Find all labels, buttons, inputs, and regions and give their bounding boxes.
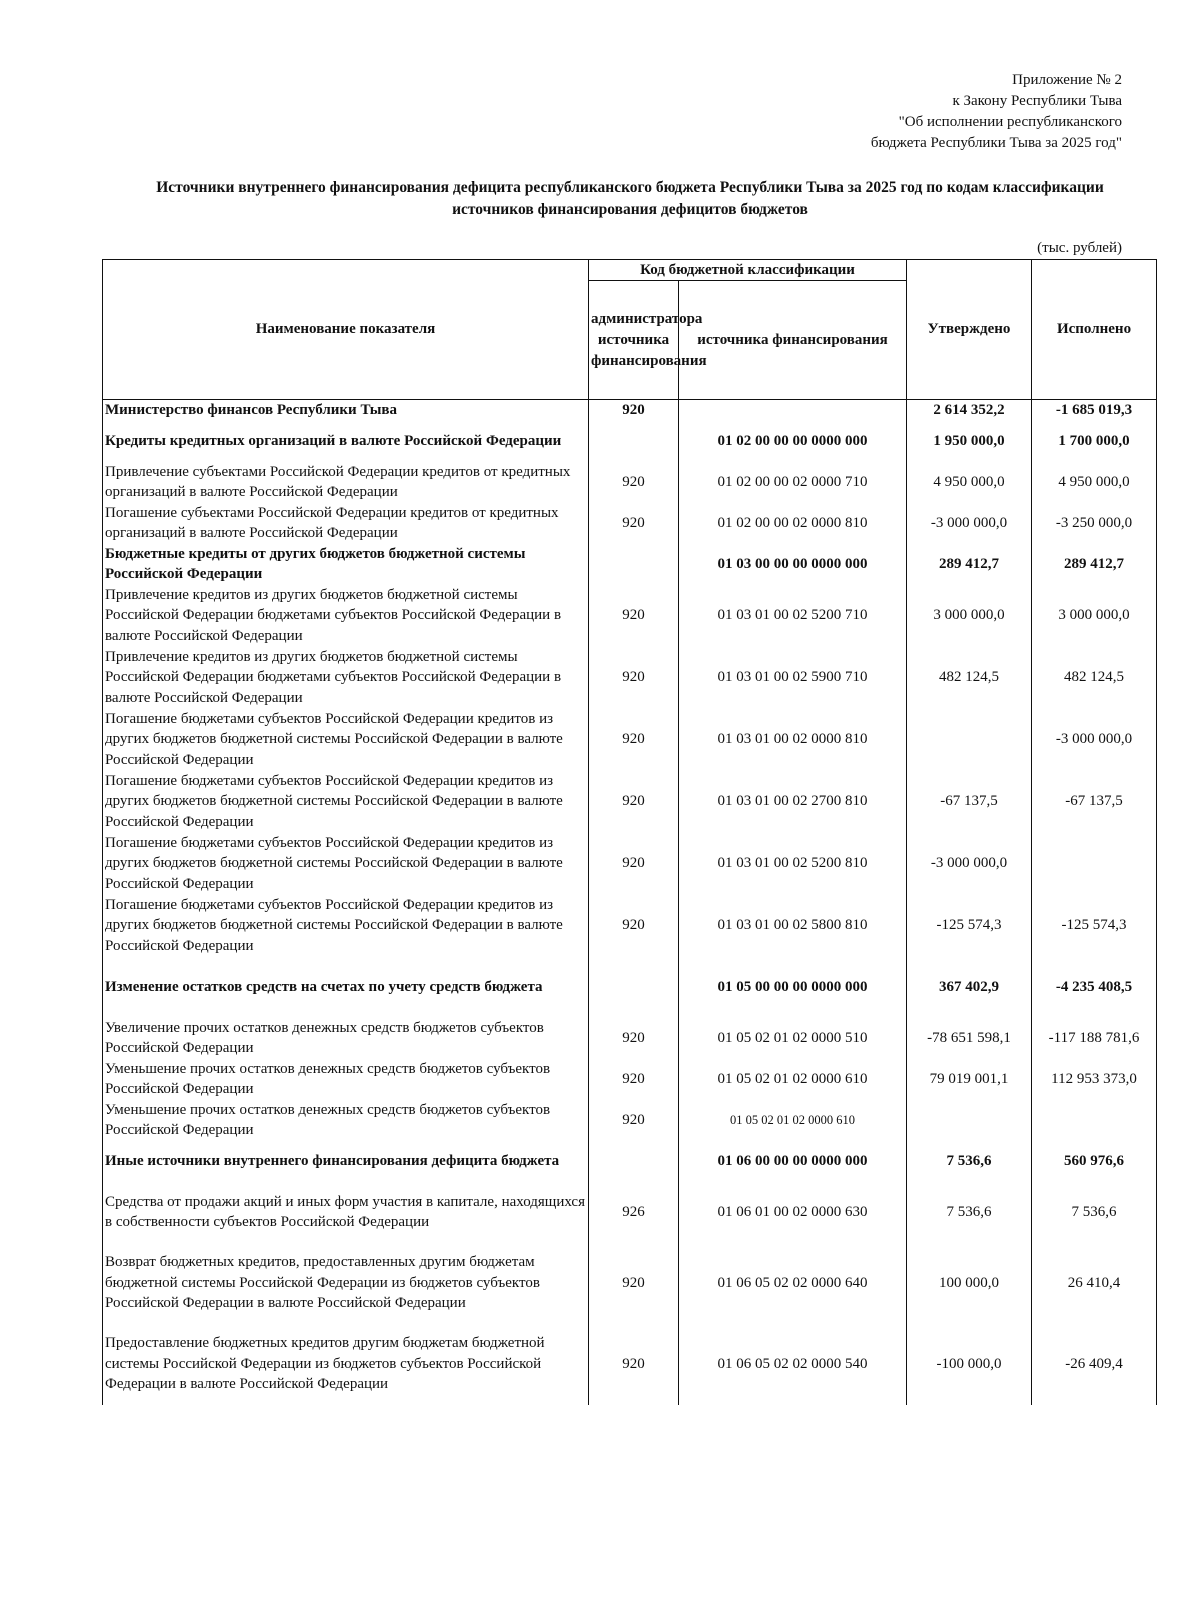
row-executed-cell [1032, 833, 1157, 895]
row-code-cell: 01 05 02 01 02 0000 510 [679, 1018, 907, 1059]
financing-table [102, 259, 1157, 1405]
row-name-cell: Средства от продажи акций и иных форм участия в капитале, находящихся в собственности субъектов Российской Федерации [103, 1182, 589, 1243]
row-code-cell: 01 06 01 00 02 0000 630 [679, 1182, 907, 1243]
row-name-cell: Министерство финансов Республики Тыва [103, 400, 589, 421]
header-source: источника финансирования [679, 281, 907, 400]
row-admin-cell: 920 [589, 1059, 679, 1100]
row-admin-cell: 920 [589, 1243, 679, 1324]
row-approved-cell: 4 950 000,0 [907, 462, 1032, 503]
row-admin-cell: 920 [589, 647, 679, 709]
table-row [103, 895, 1157, 957]
row-code-cell: 01 03 01 00 02 0000 810 [679, 709, 907, 771]
row-approved-cell: 289 412,7 [907, 544, 1032, 585]
row-executed-cell [1032, 1100, 1157, 1141]
row-approved-cell: 7 536,6 [907, 1182, 1032, 1243]
header-executed: Исполнено [1032, 260, 1157, 400]
table-row [103, 771, 1157, 833]
row-name-cell: Иные источники внутреннего финансирования дефицита бюджета [103, 1141, 589, 1182]
row-code-cell: 01 05 02 01 02 0000 610 [679, 1059, 907, 1100]
row-approved-cell: 79 019 001,1 [907, 1059, 1032, 1100]
row-executed-cell: 482 124,5 [1032, 647, 1157, 709]
table-row [103, 1182, 1157, 1243]
table-row [103, 462, 1157, 503]
row-admin-cell: 920 [589, 833, 679, 895]
row-admin-cell: 920 [589, 1018, 679, 1059]
row-approved-cell: -78 651 598,1 [907, 1018, 1032, 1059]
row-code-cell: 01 03 00 00 00 0000 000 [679, 544, 907, 585]
table-row [103, 400, 1157, 421]
row-name-cell: Привлечение кредитов из других бюджетов бюджетной системы Российской Федерации бюджетами субъектов Российской Федерации в валюте Российской Федерации [103, 585, 589, 647]
row-admin-cell [589, 1141, 679, 1182]
table-row [103, 833, 1157, 895]
header-name: Наименование показателя [103, 260, 589, 400]
table-row [103, 1059, 1157, 1100]
row-name-cell: Увеличение прочих остатков денежных средств бюджетов субъектов Российской Федерации [103, 1018, 589, 1059]
table-row [103, 647, 1157, 709]
row-approved-cell: 100 000,0 [907, 1243, 1032, 1324]
table-row [103, 585, 1157, 647]
row-admin-cell: 920 [589, 503, 679, 544]
row-code-cell: 01 05 02 01 02 0000 610 [679, 1100, 907, 1141]
row-executed-cell: 7 536,6 [1032, 1182, 1157, 1243]
row-admin-cell: 920 [589, 1100, 679, 1141]
row-name-cell: Привлечение кредитов из других бюджетов бюджетной системы Российской Федерации бюджетами субъектов Российской Федерации в валюте Российской Федерации [103, 647, 589, 709]
row-code-cell: 01 03 01 00 02 2700 810 [679, 771, 907, 833]
row-admin-cell: 920 [589, 771, 679, 833]
row-name-cell: Погашение бюджетами субъектов Российской Федерации кредитов из других бюджетов бюджетной системы Российской Федерации в валюте Российской Федерации [103, 709, 589, 771]
units-label: (тыс. рублей) [1037, 240, 1122, 256]
appendix-line: к Закону Республики Тыва [952, 93, 1122, 109]
row-code-cell: 01 03 01 00 02 5900 710 [679, 647, 907, 709]
row-admin-cell [589, 421, 679, 462]
title-line: источников финансирования дефицитов бюджетов [452, 201, 808, 218]
row-approved-cell: 367 402,9 [907, 957, 1032, 1018]
table-row [103, 1324, 1157, 1405]
appendix-line: Приложение № 2 [1012, 72, 1122, 88]
row-executed-cell: -3 000 000,0 [1032, 709, 1157, 771]
row-executed-cell: 289 412,7 [1032, 544, 1157, 585]
row-admin-cell: 920 [589, 462, 679, 503]
table-row [103, 1100, 1157, 1141]
row-approved-cell: 482 124,5 [907, 647, 1032, 709]
row-approved-cell [907, 1100, 1032, 1141]
title-line: Источники внутреннего финансирования дефицита республиканского бюджета Республики Тыва за 2025 год по кодам классификации [156, 179, 1104, 196]
row-name-cell: Предоставление бюджетных кредитов другим бюджетам бюджетной системы Российской Федерации из бюджетов субъектов Российской Федерации в валюте Российской Федерации [103, 1324, 589, 1405]
row-name-cell: Бюджетные кредиты от других бюджетов бюджетной системы Российской Федерации [103, 544, 589, 585]
row-code-cell [679, 400, 907, 421]
row-admin-cell: 920 [589, 1324, 679, 1405]
row-name-cell: Привлечение субъектами Российской Федерации кредитов от кредитных организаций в валюте Российской Федерации [103, 462, 589, 503]
row-executed-cell: -67 137,5 [1032, 771, 1157, 833]
row-executed-cell: 560 976,6 [1032, 1141, 1157, 1182]
appendix-block [871, 70, 1122, 154]
document-title [90, 177, 1170, 221]
row-executed-cell: 3 000 000,0 [1032, 585, 1157, 647]
row-name-cell: Погашение бюджетами субъектов Российской Федерации кредитов из других бюджетов бюджетной системы Российской Федерации в валюте Российской Федерации [103, 771, 589, 833]
header-approved: Утверждено [907, 260, 1032, 400]
row-executed-cell: -4 235 408,5 [1032, 957, 1157, 1018]
appendix-line: "Об исполнении республиканского [898, 114, 1122, 130]
table-body [103, 400, 1157, 1405]
row-approved-cell: 1 950 000,0 [907, 421, 1032, 462]
table-row [103, 421, 1157, 462]
table-row [103, 503, 1157, 544]
row-code-cell: 01 06 05 02 02 0000 540 [679, 1324, 907, 1405]
row-executed-cell: 112 953 373,0 [1032, 1059, 1157, 1100]
row-approved-cell [907, 709, 1032, 771]
row-code-cell: 01 03 01 00 02 5800 810 [679, 895, 907, 957]
row-name-cell: Возврат бюджетных кредитов, предоставленных другим бюджетам бюджетной системы Российской Федерации из бюджетов субъектов Российской Федерации в валюте Российской Федерации [103, 1243, 589, 1324]
row-name-cell: Погашение бюджетами субъектов Российской Федерации кредитов из других бюджетов бюджетной системы Российской Федерации в валюте Российской Федерации [103, 895, 589, 957]
row-code-cell: 01 02 00 00 00 0000 000 [679, 421, 907, 462]
row-admin-cell: 920 [589, 709, 679, 771]
row-approved-cell: 7 536,6 [907, 1141, 1032, 1182]
row-admin-cell: 920 [589, 895, 679, 957]
row-name-cell: Уменьшение прочих остатков денежных средств бюджетов субъектов Российской Федерации [103, 1059, 589, 1100]
row-approved-cell: -100 000,0 [907, 1324, 1032, 1405]
table-row [103, 1141, 1157, 1182]
appendix-line: бюджета Республики Тыва за 2025 год" [870, 135, 1122, 151]
table-row [103, 544, 1157, 585]
row-name-cell: Уменьшение прочих остатков денежных средств бюджетов субъектов Российской Федерации [103, 1100, 589, 1141]
row-approved-cell: -3 000 000,0 [907, 833, 1032, 895]
table-row [103, 957, 1157, 1018]
row-executed-cell: 1 700 000,0 [1032, 421, 1157, 462]
row-executed-cell: -1 685 019,3 [1032, 400, 1157, 421]
row-executed-cell: -125 574,3 [1032, 895, 1157, 957]
row-name-cell: Изменение остатков средств на счетах по учету средств бюджета [103, 957, 589, 1018]
row-admin-cell: 926 [589, 1182, 679, 1243]
row-code-cell: 01 03 01 00 02 5200 710 [679, 585, 907, 647]
row-name-cell: Погашение субъектами Российской Федерации кредитов от кредитных организаций в валюте Российской Федерации [103, 503, 589, 544]
row-code-cell: 01 02 00 00 02 0000 710 [679, 462, 907, 503]
row-admin-cell [589, 544, 679, 585]
header-code-group: Код бюджетной классификации [589, 260, 907, 281]
row-code-cell: 01 06 05 02 02 0000 640 [679, 1243, 907, 1324]
row-approved-cell: 3 000 000,0 [907, 585, 1032, 647]
row-code-cell: 01 06 00 00 00 0000 000 [679, 1141, 907, 1182]
row-admin-cell: 920 [589, 400, 679, 421]
row-name-cell: Кредиты кредитных организаций в валюте Российской Федерации [103, 421, 589, 462]
row-executed-cell: -3 250 000,0 [1032, 503, 1157, 544]
row-executed-cell: -117 188 781,6 [1032, 1018, 1157, 1059]
row-executed-cell: -26 409,4 [1032, 1324, 1157, 1405]
row-code-cell: 01 02 00 00 02 0000 810 [679, 503, 907, 544]
header-admin: администратора источника финансирования [589, 281, 679, 400]
table-row [103, 1243, 1157, 1324]
row-approved-cell: -125 574,3 [907, 895, 1032, 957]
row-executed-cell: 4 950 000,0 [1032, 462, 1157, 503]
row-executed-cell: 26 410,4 [1032, 1243, 1157, 1324]
row-code-cell: 01 05 00 00 00 0000 000 [679, 957, 907, 1018]
row-name-cell: Погашение бюджетами субъектов Российской Федерации кредитов из других бюджетов бюджетной системы Российской Федерации в валюте Российской Федерации [103, 833, 589, 895]
table-row [103, 1018, 1157, 1059]
table-row [103, 709, 1157, 771]
row-admin-cell: 920 [589, 585, 679, 647]
row-approved-cell: -3 000 000,0 [907, 503, 1032, 544]
row-code-cell: 01 03 01 00 02 5200 810 [679, 833, 907, 895]
row-approved-cell: 2 614 352,2 [907, 400, 1032, 421]
row-approved-cell: -67 137,5 [907, 771, 1032, 833]
row-admin-cell [589, 957, 679, 1018]
